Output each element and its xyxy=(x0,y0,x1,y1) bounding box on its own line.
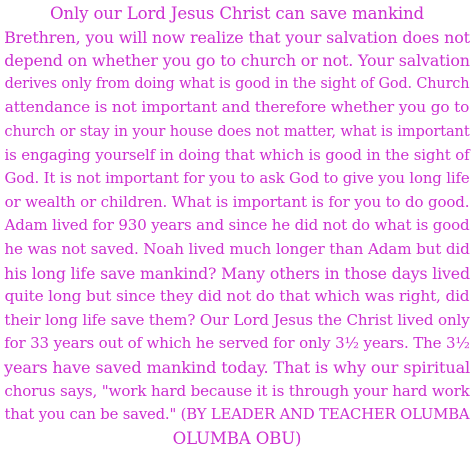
quote-line: years have saved mankind today. That is why our spiritual xyxy=(4,357,471,377)
quote-line: God. It is not important for you to ask God to give you long life xyxy=(4,169,470,188)
quote-line: quite long but since they did not do that which was right, did xyxy=(4,287,470,306)
quote-line: that you can be saved." (BY LEADER AND TEACHER OLUMBA xyxy=(4,406,470,424)
quote-line: he was not saved. Noah lived much longer than Adam but did xyxy=(4,239,470,258)
quote-line: is engaging yourself in doing that which is good in the sight of xyxy=(4,145,470,164)
quote-line: his long life save mankind? Many others in those days lived xyxy=(4,263,470,283)
quote-line: for 33 years out of which he served for only 3½ years. The 3½ xyxy=(4,334,470,353)
quote-line: or wealth or children. What is important is for you to do good. xyxy=(4,192,470,211)
quote-line: attendance is not important and therefore whether you go to xyxy=(4,98,470,117)
quote-line: derives only from doing what is good in the sight of God. Church xyxy=(4,75,470,92)
quote-line: their long life save them? Our Lord Jesus the Christ lived only xyxy=(4,310,470,329)
quote-line: Adam lived for 930 years and since he did not do what is good xyxy=(4,216,470,235)
quote-line: chorus says, "work hard because it is through your hard work xyxy=(4,381,470,400)
quote-line: depend on whether you go to church or not. Your salvation xyxy=(4,51,470,71)
quote-line: Brethren, you will now realize that your salvation does not xyxy=(4,27,470,47)
quote-line: church or stay in your house does not matter, what is important xyxy=(4,122,470,140)
quote-title: Only our Lord Jesus Christ can save mankind xyxy=(49,4,425,23)
quote-text-block xyxy=(4,2,470,450)
quote-attribution: OLUMBA OBU) xyxy=(172,428,302,448)
